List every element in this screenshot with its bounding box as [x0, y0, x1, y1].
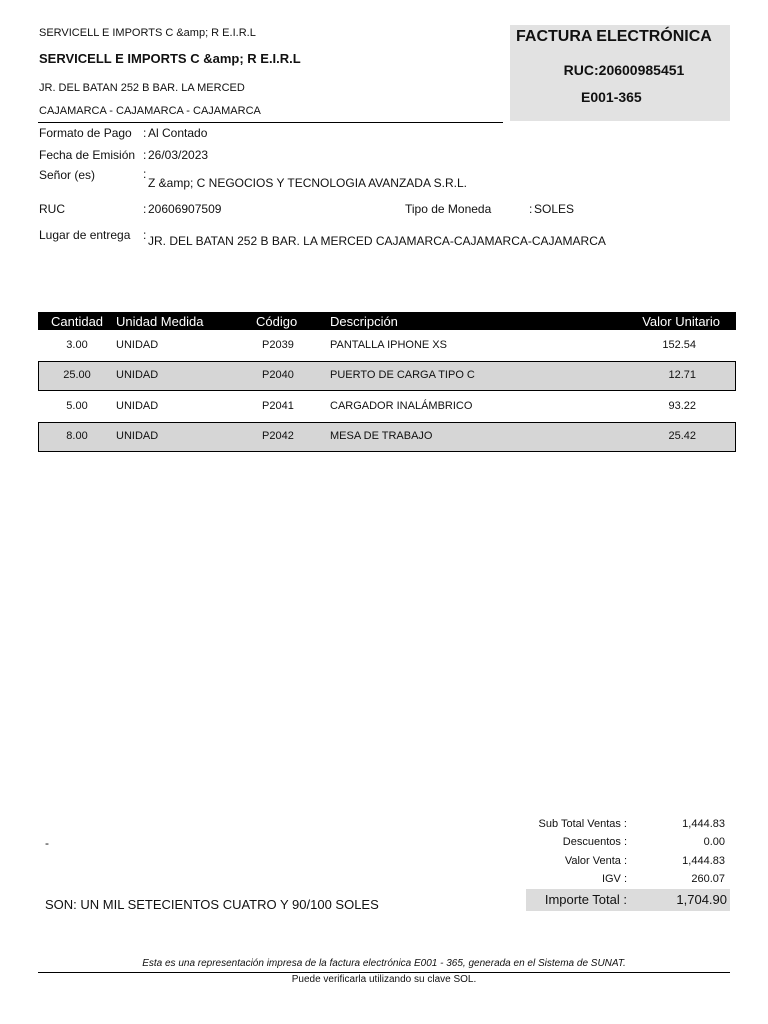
- row-qty: 5.00: [66, 400, 88, 412]
- row-desc: CARGADOR INALÁMBRICO: [330, 400, 473, 412]
- subtotal-value: 1,444.83: [682, 818, 725, 830]
- emitter-address-line2: CAJAMARCA - CAJAMARCA - CAJAMARCA: [39, 105, 261, 117]
- row-unit: UNIDAD: [116, 400, 159, 412]
- discount-value: 0.00: [703, 836, 725, 848]
- header-qty: Cantidad: [51, 314, 104, 329]
- row-desc: PUERTO DE CARGA TIPO C: [330, 369, 475, 381]
- currency-colon: :: [529, 202, 533, 216]
- delivery-colon: :: [143, 228, 147, 242]
- header-price: Valor Unitario: [642, 314, 720, 329]
- table-row: [38, 422, 736, 452]
- row-code: P2039: [262, 339, 294, 351]
- row-qty: 8.00: [66, 430, 88, 442]
- observation-dash: -: [45, 836, 49, 850]
- row-price: 93.22: [668, 400, 696, 412]
- row-code: P2042: [262, 430, 294, 442]
- ruc-label: RUC: [39, 202, 65, 216]
- row-desc: MESA DE TRABAJO: [330, 430, 433, 442]
- footer-note: Esta es una representación impresa de la factura electrónica E001 - 365, generada en el Sistema de SUNAT.: [142, 958, 626, 969]
- row-unit: UNIDAD: [116, 369, 159, 381]
- ruc-colon: :: [143, 202, 147, 216]
- payment-value: Al Contado: [148, 126, 208, 140]
- date-colon: :: [143, 148, 147, 162]
- customer-colon: :: [143, 167, 147, 181]
- payment-label: Formato de Pago: [39, 126, 132, 140]
- row-code: P2041: [262, 400, 294, 412]
- items-table-header: [38, 312, 736, 330]
- table-row: [38, 331, 736, 361]
- payment-colon: :: [143, 126, 147, 140]
- emitter-name-small: SERVICELL E IMPORTS C &amp; R E.I.R.L: [39, 27, 256, 39]
- header-code: Código: [256, 314, 298, 329]
- row-qty: 25.00: [63, 369, 91, 381]
- invoice-number: E001-365: [581, 89, 642, 105]
- customer-value: Z &amp; C NEGOCIOS Y TECNOLOGIA AVANZADA S.R.L.: [148, 176, 467, 190]
- sale-value-label: Valor Venta :: [564, 855, 627, 867]
- header-unit: Unidad Medida: [116, 314, 204, 329]
- total-value: 1,704.90: [676, 892, 727, 907]
- discount-label: Descuentos :: [562, 836, 627, 848]
- currency-label: Tipo de Moneda: [405, 202, 492, 216]
- header-divider: [38, 122, 503, 123]
- row-qty: 3.00: [66, 339, 88, 351]
- footer-note-verify: Puede verificarla utilizando su clave SOL.: [291, 974, 477, 985]
- sale-value: 1,444.83: [682, 855, 725, 867]
- currency-value: SOLES: [534, 202, 575, 216]
- emitter-name: SERVICELL E IMPORTS C &amp; R E.I.R.L: [39, 51, 301, 66]
- customer-label: Señor (es): [39, 168, 96, 182]
- row-unit: UNIDAD: [116, 430, 159, 442]
- row-code: P2040: [262, 369, 294, 381]
- footer-divider: [38, 972, 730, 973]
- row-price: 12.71: [668, 369, 696, 381]
- ruc-value: 20606907509: [148, 202, 222, 216]
- delivery-label: Lugar de entrega: [39, 228, 131, 242]
- table-row: [38, 361, 736, 391]
- row-price: 25.42: [668, 430, 696, 442]
- header-desc: Descripción: [330, 314, 398, 329]
- invoice-ruc: RUC:20600985451: [563, 62, 685, 78]
- amount-in-words: SON: UN MIL SETECIENTOS CUATRO Y 90/100 SOLES: [45, 897, 379, 912]
- row-unit: UNIDAD: [116, 339, 159, 351]
- date-label: Fecha de Emisión: [39, 148, 136, 162]
- invoice-title: FACTURA ELECTRÓNICA: [516, 28, 712, 45]
- date-value: 26/03/2023: [148, 148, 209, 162]
- igv-label: IGV :: [601, 873, 627, 885]
- delivery-value: JR. DEL BATAN 252 B BAR. LA MERCED CAJAMARCA-CAJAMARCA-CAJAMARCA: [148, 234, 606, 248]
- total-label: Importe Total :: [544, 892, 627, 907]
- row-price: 152.54: [662, 339, 696, 351]
- emitter-address-line1: JR. DEL BATAN 252 B BAR. LA MERCED: [39, 82, 245, 94]
- igv-value: 260.07: [691, 873, 725, 885]
- row-desc: PANTALLA IPHONE XS: [330, 339, 447, 351]
- table-row: [38, 392, 736, 422]
- subtotal-label: Sub Total Ventas :: [538, 818, 627, 830]
